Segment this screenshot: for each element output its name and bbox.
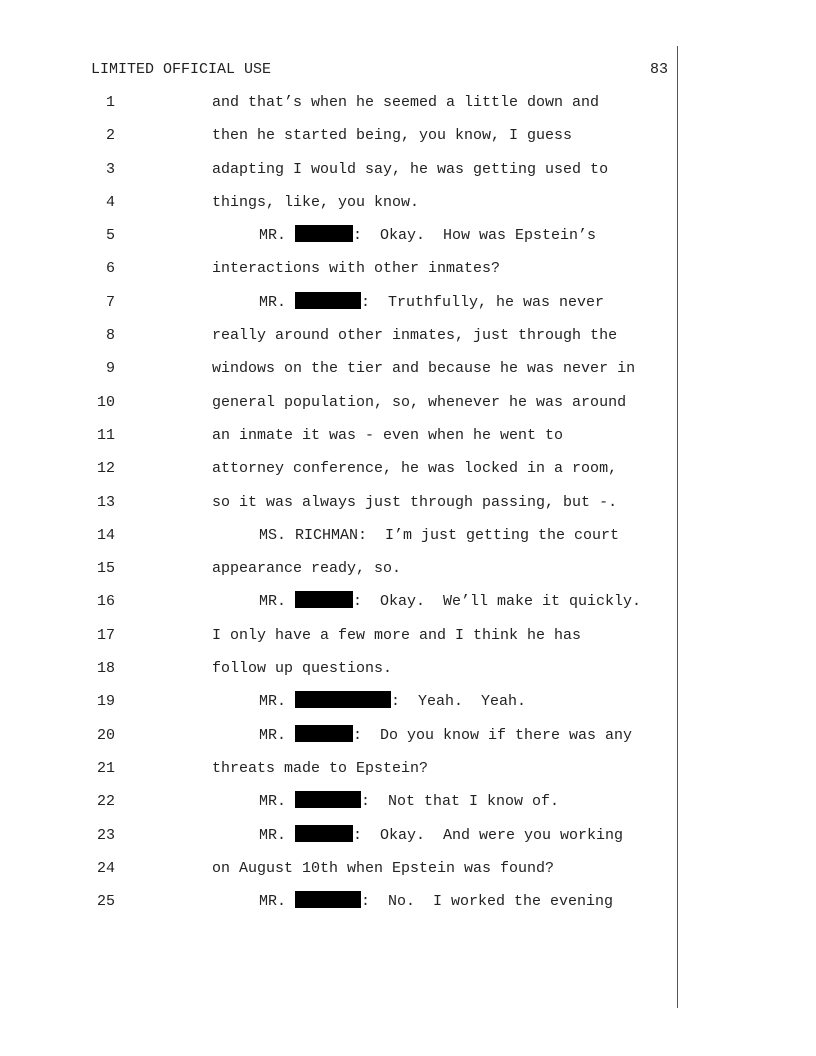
line-text [212,758,428,780]
line-number: 15 [96,560,115,578]
line-text-suffix: : Not that I know of. [361,793,560,811]
classification-header: LIMITED OFFICIAL USE [91,61,272,78]
transcript-line [0,258,816,291]
line-text [212,258,500,280]
line-text-prefix: MR. [259,227,296,245]
line-text-suffix: : Truthfully, he was never [361,293,605,311]
line-text-suffix: : Yeah. Yeah. [391,693,527,711]
line-text [212,358,635,380]
line-number: 18 [96,660,115,678]
line-number: 6 [105,260,115,278]
line-number: 22 [96,793,115,811]
transcript-line [0,791,816,824]
redaction-box [295,791,361,808]
redaction-box [295,225,353,242]
line-number: 21 [96,759,115,777]
transcript-line [0,492,816,525]
line-number: 7 [105,293,115,311]
line-number: 23 [96,826,115,844]
line-text-prefix: things, like, you know. [212,193,420,211]
line-text-prefix: MR. [259,293,296,311]
line-text-suffix: : Okay. How was Epstein’s [353,227,597,245]
line-text [212,458,617,480]
line-text-prefix: follow up questions. [212,660,393,678]
line-number: 3 [105,160,115,178]
line-number: 14 [96,526,115,544]
line-text-prefix: MR. [259,693,296,711]
transcript-line [0,525,816,558]
line-text-prefix: interactions with other inmates? [212,260,501,278]
line-number: 24 [96,859,115,877]
transcript-line [0,92,816,125]
line-text-suffix: : No. I worked the evening [361,893,614,911]
line-text-suffix: : Okay. And were you working [353,826,624,844]
transcript-line [0,558,816,591]
redaction-box [295,591,353,608]
line-text-prefix: adapting I would say, he was getting used to [212,160,609,178]
line-text [212,325,617,347]
transcript-line [0,625,816,658]
line-text [212,192,419,214]
line-text-prefix: on August 10th when Epstein was found? [212,859,555,877]
redaction-box [295,691,391,708]
line-number: 1 [105,94,115,111]
line-number: 20 [96,726,115,744]
line-number: 8 [105,327,115,345]
line-number: 17 [96,626,115,644]
line-text-prefix: and that’s when he seemed a little down and [212,94,600,111]
line-text-prefix: MR. [259,593,296,611]
line-text [259,725,632,747]
line-number: 5 [105,227,115,245]
line-text-prefix: MR. [259,793,296,811]
line-text [259,525,619,547]
line-number: 2 [105,127,115,145]
line-text [259,591,641,613]
page-number: 83 [649,61,668,78]
line-text [212,392,626,414]
line-number: 9 [105,360,115,378]
transcript-line [0,425,816,458]
transcript-line [0,225,816,258]
line-text-prefix: windows on the tier and because he was never in [212,360,636,378]
line-text-prefix: really around other inmates, just through the [212,327,618,345]
line-text [259,791,559,813]
line-text [212,625,581,647]
line-number: 11 [96,426,115,444]
line-number: 4 [105,193,115,211]
line-text-prefix: I only have a few more and I think he has [212,626,582,644]
transcript-line [0,125,816,158]
transcript-line [0,891,816,924]
line-text-prefix: so it was always just through passing, but -. [212,493,618,511]
line-text [259,691,526,713]
line-number: 12 [96,460,115,478]
line-text [212,858,554,880]
line-text-prefix: attorney conference, he was locked in a room, [212,460,618,478]
transcript-line [0,758,816,791]
transcript-line [0,159,816,192]
line-text-prefix: threats made to Epstein? [212,759,429,777]
transcript-line [0,392,816,425]
transcript-line [0,358,816,391]
redaction-box [295,292,361,309]
line-text [212,558,401,580]
line-text-prefix: MR. [259,893,296,911]
line-text [212,658,392,680]
line-text [212,425,563,447]
line-text [212,92,599,114]
redaction-box [295,891,361,908]
line-text-suffix: : Do you know if there was any [353,726,633,744]
transcript-line [0,858,816,891]
line-number: 13 [96,493,115,511]
line-text [259,891,613,913]
line-text-prefix: an inmate it was - even when he went to [212,426,564,444]
transcript-line [0,691,816,724]
line-number: 25 [96,893,115,911]
line-text-prefix: then he started being, you know, I guess [212,127,573,145]
line-text-prefix: MR. [259,826,296,844]
line-text [259,292,604,314]
transcript-line [0,325,816,358]
line-text-prefix: MR. [259,726,296,744]
transcript-line [0,725,816,758]
line-text-prefix: appearance ready, so. [212,560,402,578]
transcript-line [0,458,816,491]
transcript-line [0,658,816,691]
line-number: 16 [96,593,115,611]
line-text-prefix: MS. RICHMAN: I’m just getting the court [259,526,620,544]
line-text-suffix: : Okay. We’ll make it quickly. [353,593,642,611]
redaction-box [295,825,353,842]
transcript-line [0,192,816,225]
line-number: 19 [96,693,115,711]
line-number: 10 [96,393,115,411]
line-text [212,492,617,514]
line-text [212,125,572,147]
line-text [212,159,608,181]
redaction-box [295,725,353,742]
line-text-prefix: general population, so, whenever he was around [212,393,627,411]
transcript-line [0,825,816,858]
line-text [259,825,623,847]
transcript-body [0,92,816,924]
line-text [259,225,596,247]
transcript-line [0,591,816,624]
transcript-line [0,292,816,325]
